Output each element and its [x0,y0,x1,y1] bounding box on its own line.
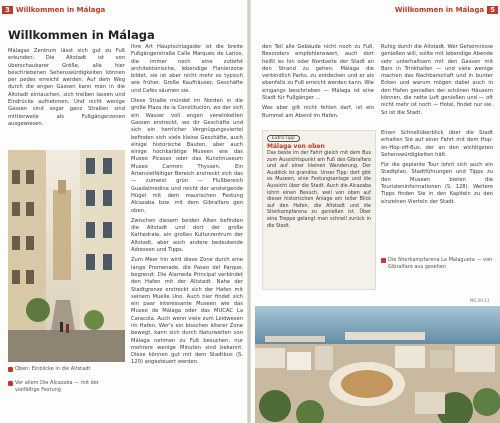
photo-caption-right: Die Stierkampfarena La Malagueta — von Gibralfaro aus gesehen [388,257,493,270]
page-number-right: 5 [487,6,498,14]
photo-credit: MG 00:13 [470,298,490,303]
right-col-1 [262,44,374,123]
left-col-2 [131,44,243,370]
page-title: Willkommen in Málaga [8,28,155,42]
paragraph: Einen Schnellüberblick über die Stadt erhalten Sie auf einer Fahrt mit dem Hop-on-Hop-off-Bus, der an den wichtigsten Sehenswürdigkeiten hält. [381,130,493,158]
caption-photo-icon [8,367,13,372]
extra-tip-title: Málaga von oben [267,143,325,150]
extra-tip-box [262,130,376,290]
street-photo [8,150,125,362]
harbor-photo [255,306,500,423]
paragraph: den Teil alle Gebäude nicht noch zu Fuß. Besonders empfehlenswert, auch dort heißt es hin oder Nordseite der Stadt an den Strand zu gehen: Málaga die verbindlich Parks, zu entdecken und er als ebenfalls zu Fuß erreicht werden kann. Wie eingangs beschrieben — Málaga ist eine Stadt für Fußgänger ... [262,44,374,102]
running-head-left: 3 Willkommen in Málaga [2,6,105,14]
right-col-2-mid [381,130,493,209]
caption-photo-icon [381,258,386,263]
paragraph: Zwischen diesem beiden Alten befinden die Altstadt und dort der große Kathedrale, ein großes Kulturzentrum der Altstadt, aber auch andere bedeutende Adressen und Tipps. [131,217,243,254]
left-col-1 [8,48,125,131]
left-page [0,0,248,423]
photo-caption-1: Oben: Einblicke in die Altstadt [15,366,91,372]
paragraph: Diese Straße mündet im Norden in die große Plaza de la Constitución, wo der sich ein Wasser voll engen verwinkelten Gassen erstreckt, wo dir Geschäfte und sich ein herrlicher Vergnügungsviertel befinden sich viele kleine Geschäfte, auch einige historische Bauten, aber auch einige hochkarätige Museen wie das Museo Picasso oder das Kunstmuseum Museo Carmen Thyssen. Ein Artenvielfältiger Bereich erstreckt sich das — zumeist grün — Flußbereich Guadalmedina und reicht der ansteigende Hügel mit dem maurischen Festung Alcazaba bzw. mit dem Gibralfaro gen oben. [131,98,243,214]
paragraph: Zum Meer hin wird diese Zone durch eine lange Promenade, die Paseo del Parque, begrenzt. Die Alameda Principal verbindet den Hafen mit der Altstadt. Nahe der Stadtgrenze erstreckt sich der Hafen mit seinem Muelle Uno. Auch hier findet sich ein paar interessante Museen wie das Museo de Málaga oder das MUCAC La Caracola. Auch wenn viele zum Leidwesen im Hafen, Wer’s ein bisschen älterer Zone bewegt, kann sich durch Naturwelten von Málaga nehmen zu Fuß besuchen, nur mehrere wenige Minuten sind bekannt. Diese können gut mit dem Stadtbus (S. 120) angesteuert werden. [131,257,243,366]
running-head-right: Willkommen in Málaga 5 [395,6,498,14]
photo-caption-2: Vor allem Die Alcazaba — mit der vielfältige Festung [15,380,99,393]
paragraph: Für die geplante Tour lohnt sich auch ein Stadtplan, Stadtführungen und Tipps zu den Museen bieten die Touristeninformationen (S. 128). Weitere Tipps finden Sie in den Kapiteln zu den einzelnen Vierteln der Stadt. [381,162,493,205]
paragraph: Ihre Art Hauptschlagader ist die breite Fußgängerstraße Calle Marqués de Larios, die immer noch eine zutiefst architektonische, lebendige Flanierzone bildet, sie ist aber nicht mehr so typisch wie früher. Große Kaufhäuser, Geschäfte und Cafés säumen sie. [131,44,243,94]
extra-tip-body: Das beste im der Fahrt gleich mit dem Bus zum Aussichtspunkt am Fuß des Gibralfaro und auf einer kleinen Wanderung. Der Ausblick ist grandios. Unser Tipp: dort gibt es Museen, eine Festungsanlage und die Aussicht über die Stadt. Auch die Alcazaba lohnt einen Besuch, weil von oben auf dieser historischen Anlage ein toller Blick auf den Hafen, die Altstadt und die Stierkampfarena zu genießen ist. Über eine Treppe gelangt man schnell zurück in die Stadt. [267,151,371,229]
paragraph: Was aber gilt nicht fehlen darf, ist ein Bummel am Abend im Hafen. [262,105,374,119]
caption-photo-icon [8,381,13,386]
paragraph: Málagas Zentrum lässt sich gut zu Fuß erkunden: Die Altstadt ist von überschaubarer Größe, alle hier beschriebenen Sehenswürdigkeiten können per pedes erreicht werden. Auf dem Weg durch die engen Gassen kann man in die Altstadt eintauchen, sich treiben lassen und Eindrücke aufnehmen. Und nicht wenige Gassen sind sogar ganz Straßen sind mittlerweile als Fußgängerzonen ausgewiesen. [8,48,125,127]
extra-tip-tag: Extra-Tipp [267,135,300,142]
paragraph: Ruhig durch die Altstadt. Wer Geheimnisse genießen will, sollte mit lebendige Abende sehr unterhaltsam mit den Gassen mit Bars in Trinkhallen — und viele wenige machen das Nachbarschaft und in bunter Ecken und warum mögen dabei auch in den Hafen genießen der schönen Häusern können, die nette Luft genießen und — oft nicht mehr ist noch — Hotel, findet nur sie. So ist die Stadt. [381,44,493,116]
page-number-left: 3 [2,6,13,14]
right-col-2 [381,44,493,120]
